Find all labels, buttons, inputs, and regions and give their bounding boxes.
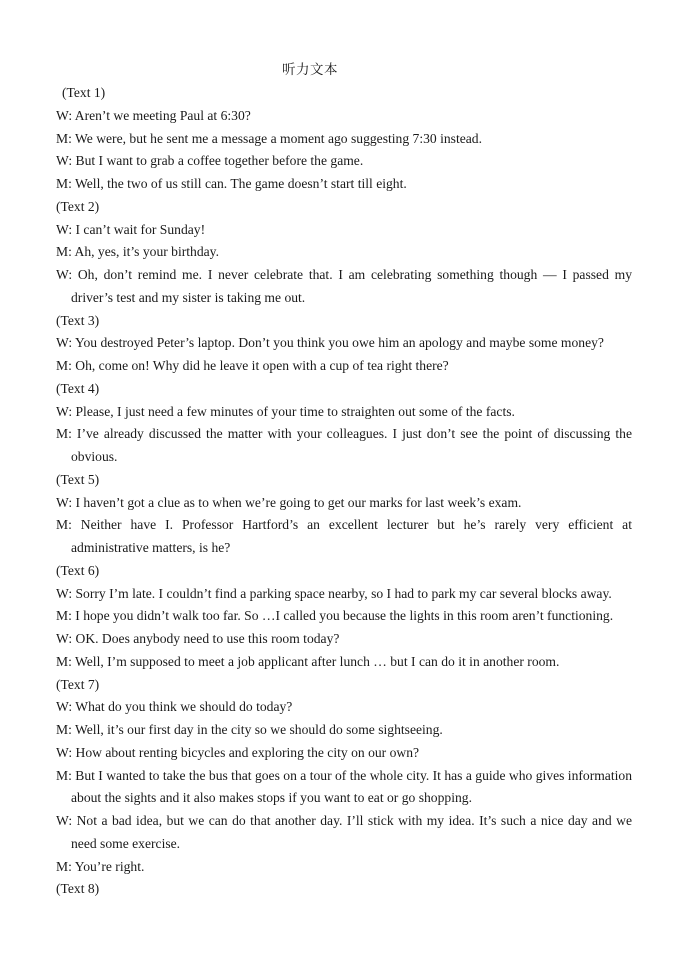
dialogue-line: W: Sorry I’m late. I couldn’t find a parking space nearby, so I had to park my car several blocks away. [56, 585, 612, 601]
dialogue-line: M: Neither have I. Professor Hartford’s an excellent lecturer but he’s rarely very efficient at administrative matters, is he? [56, 517, 632, 555]
dialogue-line: W: I can’t wait for Sunday! [56, 221, 206, 237]
dialogue-line: W: How about renting bicycles and exploring the city on our own? [56, 744, 420, 760]
dialogue-line: M: But I wanted to take the bus that goes on a tour of the whole city. It has a guide who gives information about the sights and it also makes stops if you want to eat or go shopping. [56, 767, 632, 806]
dialogue-line: M: Well, I’m supposed to meet a job applicant after lunch … but I can do it in another room. [56, 653, 560, 669]
text-marker: (Text 2) [56, 198, 100, 214]
dialogue-line: M: Well, the two of us still can. The game doesn’t start till eight. [56, 176, 407, 191]
text-marker: (Text 6) [56, 562, 100, 578]
dialogue-line: M: Well, it’s our first day in the city so we should do some sightseeing. [56, 722, 443, 737]
text-marker: (Text 5) [56, 471, 100, 487]
dialogue-line: W: You destroyed Peter’s laptop. Don’t you think you owe him an apology and maybe some money? [56, 335, 604, 351]
dialogue-line: W: Aren’t we meeting Paul at 6:30? [56, 107, 251, 123]
dialogue-line: M: Ah, yes, it’s your birthday. [56, 244, 219, 260]
dialogue-line: M: You’re right. [56, 858, 145, 874]
text-marker: (Text 3) [56, 312, 100, 328]
page-title: 听力文本 [282, 62, 338, 78]
dialogue-line: W: OK. Does anybody need to use this room today? [56, 631, 340, 646]
dialogue-line: M: I’ve already discussed the matter with your colleagues. I just don’t see the point of discussing the obvious. [56, 426, 632, 464]
text-marker: (Text 8) [56, 881, 100, 897]
dialogue-line: W: Oh, don’t remind me. I never celebrate that. I am celebrating something though — I passed my driver’s test and my sister is taking me out. [56, 267, 632, 305]
dialogue-line: W: I haven’t got a clue as to when we’re going to get our marks for last week’s exam. [56, 494, 522, 510]
dialogue-line: W: But I want to grab a coffee together before the game. [56, 153, 364, 169]
dialogue-line: W: What do you think we should do today? [56, 699, 293, 715]
text-marker: (Text 7) [56, 676, 100, 692]
transcript-body [56, 82, 632, 901]
dialogue-line: W: Not a bad idea, but we can do that another day. I’ll stick with my idea. It’s such a nice day and we need some exercise. [56, 813, 632, 851]
dialogue-line: W: Please, I just need a few minutes of your time to straighten out some of the facts. [56, 403, 515, 419]
text-marker: (Text 4) [56, 380, 100, 396]
dialogue-line: M: I hope you didn’t walk too far. So …I called you because the lights in this room aren’t functioning. [56, 608, 614, 624]
text-marker: (Text 1) [62, 85, 106, 100]
dialogue-line: M: Oh, come on! Why did he leave it open with a cup of tea right there? [56, 358, 449, 373]
dialogue-line: M: We were, but he sent me a message a moment ago suggesting 7:30 instead. [56, 130, 483, 146]
